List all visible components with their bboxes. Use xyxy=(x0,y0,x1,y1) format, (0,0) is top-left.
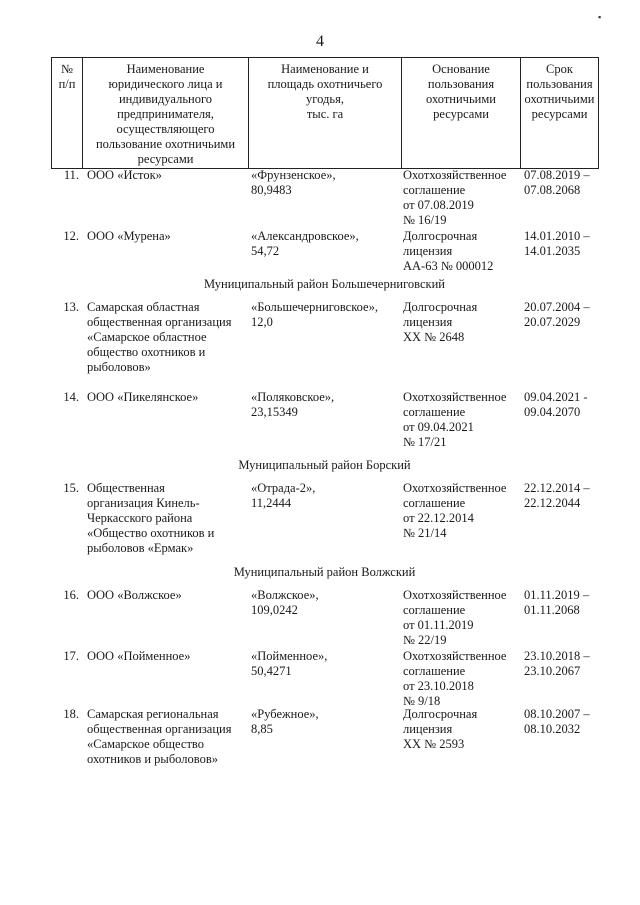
row-number: 15. xyxy=(63,481,79,495)
scan-mark: ▪ xyxy=(598,12,602,22)
hunting-ground: «Фрунзенское», 80,9483 xyxy=(251,168,336,197)
district-heading: Муниципальный район Большечерниговский xyxy=(204,277,445,291)
usage-basis: Долгосрочная лицензия ХХ № 2593 xyxy=(403,707,478,751)
usage-term: 08.10.2007 – 08.10.2032 xyxy=(524,707,590,736)
row-number: 14. xyxy=(63,390,79,404)
user-name: Самарская региональная общественная организация «Самарское общество охотников и рыболовов» xyxy=(87,707,232,766)
user-name: Общественная организация Кинель- Черкасского района «Общество охотников и рыболовов «Ермак» xyxy=(87,481,215,555)
user-name: ООО «Волжское» xyxy=(87,588,182,602)
header-num: № п/п xyxy=(52,58,83,169)
page-number: 4 xyxy=(316,33,324,50)
usage-basis: Долгосрочная лицензия АА-63 № 000012 xyxy=(403,229,494,273)
usage-term: 22.12.2014 – 22.12.2044 xyxy=(524,481,590,510)
usage-basis: Охотхозяйственное соглашение от 23.10.2018 № 9/18 xyxy=(403,649,507,708)
hunting-ground: «Пойменное», 50,4271 xyxy=(251,649,328,678)
usage-term: 09.04.2021 - 09.04.2070 xyxy=(524,390,588,419)
row-number: 11. xyxy=(63,168,79,182)
usage-term: 01.11.2019 – 01.11.2068 xyxy=(524,588,590,617)
row-number: 17. xyxy=(63,649,79,663)
usage-basis: Охотхозяйственное соглашение от 01.11.2019 № 22/19 xyxy=(403,588,507,647)
row-number: 13. xyxy=(63,300,79,314)
header-term: Срок пользования охотничьими ресурсами xyxy=(521,58,599,169)
row-number: 18. xyxy=(63,707,79,721)
usage-basis: Охотхозяйственное соглашение от 07.08.2019 № 16/19 xyxy=(403,168,507,227)
hunting-ground: «Александровское», 54,72 xyxy=(251,229,359,258)
header-basis: Основание пользования охотничьими ресурсами xyxy=(402,58,521,169)
user-name: ООО «Пикелянское» xyxy=(87,390,199,404)
usage-basis: Долгосрочная лицензия ХХ № 2648 xyxy=(403,300,478,344)
usage-term: 07.08.2019 – 07.08.2068 xyxy=(524,168,590,197)
hunting-ground: «Поляковское», 23,15349 xyxy=(251,390,335,419)
table-header-row xyxy=(52,58,599,169)
hunting-ground: «Отрада-2», 11,2444 xyxy=(251,481,316,510)
usage-term: 20.07.2004 – 20.07.2029 xyxy=(524,300,590,329)
row-number: 16. xyxy=(63,588,79,602)
usage-basis: Охотхозяйственное соглашение от 22.12.2014 № 21/14 xyxy=(403,481,507,540)
header-area: Наименование и площадь охотничьего угодья, тыс. га xyxy=(249,58,402,169)
row-number: 12. xyxy=(63,229,79,243)
usage-term: 23.10.2018 – 23.10.2067 xyxy=(524,649,590,678)
district-heading: Муниципальный район Борский xyxy=(238,458,411,472)
hunting-ground: «Рубежное», 8,85 xyxy=(251,707,319,736)
user-name: ООО «Мурена» xyxy=(87,229,171,243)
usage-term: 14.01.2010 – 14.01.2035 xyxy=(524,229,590,258)
usage-basis: Охотхозяйственное соглашение от 09.04.2021 № 17/21 xyxy=(403,390,507,449)
hunting-ground: «Большечерниговское», 12,0 xyxy=(251,300,378,329)
header-name: Наименование юридического лица и индивидуального предпринимателя, осуществляющего пользование охотничьими ресурсами xyxy=(83,58,249,169)
table-header xyxy=(51,57,599,169)
user-name: ООО «Пойменное» xyxy=(87,649,191,663)
district-heading: Муниципальный район Волжский xyxy=(233,565,416,579)
hunting-ground: «Волжское», 109,0242 xyxy=(251,588,319,617)
user-name: ООО «Исток» xyxy=(87,168,162,182)
user-name: Самарская областная общественная организация «Самарское областное общество охотников и рыболовов» xyxy=(87,300,232,374)
